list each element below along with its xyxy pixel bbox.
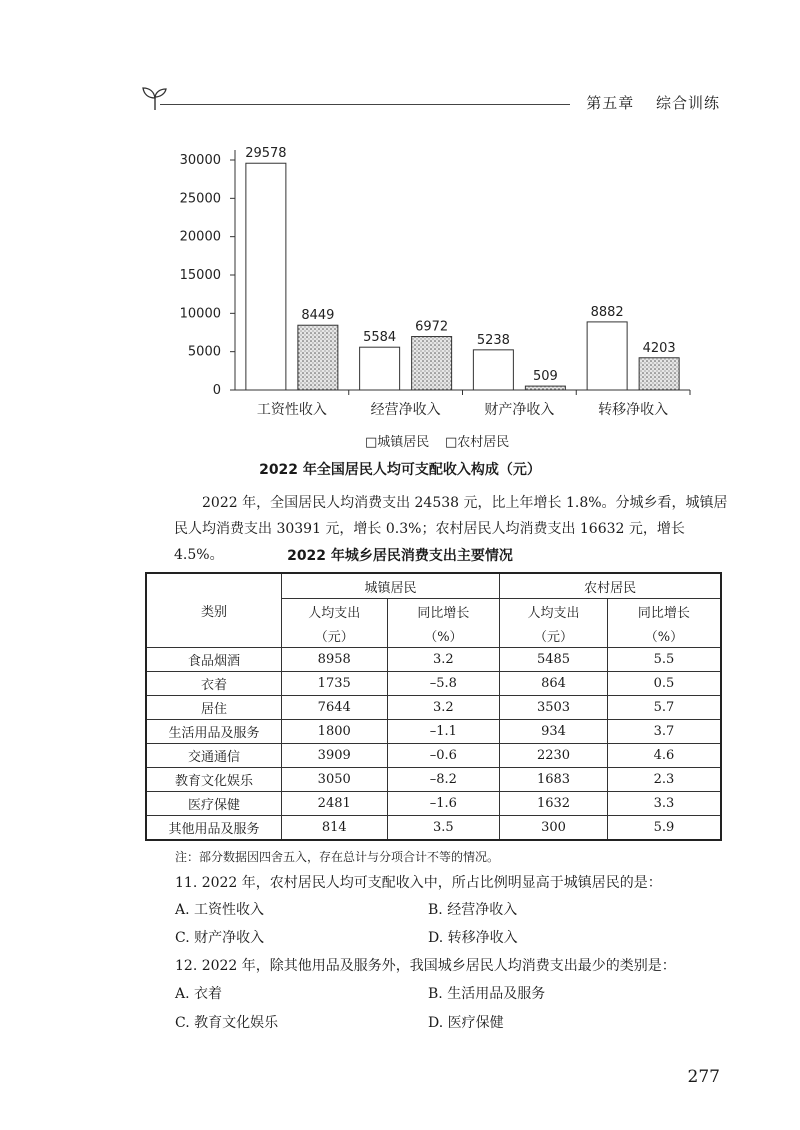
rural-header: 农村居民	[500, 573, 721, 599]
row-category: 其他用品及服务	[146, 816, 281, 841]
y-tick-label: 5000	[187, 344, 221, 360]
bar-urban	[360, 347, 400, 390]
row-urban-yoy: –0.6	[387, 744, 500, 768]
row-urban-yoy: 3.2	[387, 648, 500, 672]
bar-urban	[246, 163, 286, 390]
bar-value-label: 5238	[476, 332, 510, 348]
table-row	[146, 672, 721, 696]
row-urban: 1800	[281, 720, 387, 744]
question-11: 11. 2022 年，农村居民人均可支配收入中，所占比例明显高于城镇居民的是：	[175, 875, 662, 891]
urban-yoy-unit: （%）	[387, 623, 500, 648]
table-row	[146, 648, 721, 672]
q12-option-a: A. 衣着	[175, 986, 223, 1002]
row-rural: 2230	[500, 744, 608, 768]
row-rural-yoy: 5.5	[607, 648, 721, 672]
y-tick-label: 15000	[179, 268, 221, 283]
chart-title: 2022 年全国居民人均可支配收入构成（元）	[259, 462, 541, 478]
bar-value-label: 509	[532, 369, 558, 385]
row-category: 衣着	[146, 672, 281, 696]
row-rural-yoy: 2.3	[607, 768, 721, 792]
y-tick-label: 10000	[179, 306, 221, 322]
bar-rural	[298, 325, 338, 390]
consumption-paragraph: 2022 年，全国居民人均消费支出 24538 元，比上年增长 1.8%。分城乡看，城镇居民人均消费支出 30391 元，增长 0.3%；农村居民人均消费支出 16632 元，增长 4.5%。	[174, 495, 728, 563]
sprout-icon	[140, 82, 170, 112]
row-rural: 934	[500, 720, 608, 744]
legend-urban: □城镇居民	[365, 435, 430, 450]
chart-legend	[365, 434, 509, 450]
row-category: 生活用品及服务	[146, 720, 281, 744]
urban-yoy-header: 同比增长	[387, 599, 500, 624]
x-category-label: 财产净收入	[484, 402, 555, 418]
row-rural: 864	[500, 672, 608, 696]
row-rural: 3503	[500, 696, 608, 720]
row-rural: 5485	[500, 648, 608, 672]
q11-option-b: B. 经营净收入	[428, 902, 518, 918]
row-urban: 2481	[281, 792, 387, 816]
rural-per-capita-header: 人均支出	[500, 599, 608, 624]
row-urban-yoy: 3.5	[387, 816, 500, 841]
x-category-label: 经营净收入	[370, 402, 441, 418]
table-title: 2022 年城乡居民消费支出主要情况	[287, 548, 513, 564]
header-title	[570, 92, 720, 113]
header-rule	[160, 104, 570, 105]
row-urban: 3050	[281, 768, 387, 792]
row-urban-yoy: 3.2	[387, 696, 500, 720]
bar-value-label: 5584	[363, 330, 397, 346]
bar-urban	[473, 350, 513, 390]
expense-table	[145, 572, 722, 841]
x-category-label: 工资性收入	[256, 402, 327, 418]
rural-per-capita-unit: （元）	[500, 623, 608, 648]
row-urban: 814	[281, 816, 387, 841]
y-tick-label: 20000	[179, 229, 221, 245]
row-rural-yoy: 3.7	[607, 720, 721, 744]
table-row	[146, 792, 721, 816]
row-urban: 1735	[281, 672, 387, 696]
row-rural-yoy: 3.3	[607, 792, 721, 816]
q11-option-d: D. 转移净收入	[428, 930, 518, 946]
row-category: 居住	[146, 696, 281, 720]
chapter-label: 第五章	[586, 94, 635, 112]
page-number: 277	[687, 1067, 720, 1087]
y-tick-label: 0	[212, 383, 221, 398]
bar-value-label: 6972	[415, 319, 449, 335]
y-tick-label: 25000	[179, 191, 221, 207]
urban-per-capita-header: 人均支出	[281, 599, 387, 624]
rural-yoy-unit: （%）	[607, 623, 721, 648]
q12-option-d: D. 医疗保健	[428, 1015, 504, 1031]
q11-option-c: C. 财产净收入	[175, 930, 265, 946]
table-row	[146, 696, 721, 720]
row-urban-yoy: –1.1	[387, 720, 500, 744]
bar-value-label: 8449	[301, 308, 335, 324]
row-urban-yoy: –5.8	[387, 672, 500, 696]
income-bar-chart	[170, 140, 710, 460]
row-rural: 1632	[500, 792, 608, 816]
x-category-label: 转移净收入	[598, 402, 669, 418]
bar-group	[245, 146, 679, 390]
row-urban-yoy: –8.2	[387, 768, 500, 792]
bar-value-label: 4203	[642, 340, 676, 356]
row-category: 交通通信	[146, 744, 281, 768]
bar-rural	[412, 337, 452, 390]
bar-value-label: 29578	[245, 146, 287, 162]
question-12: 12. 2022 年，除其他用品及服务外，我国城乡居民人均消费支出最少的类别是：	[175, 958, 676, 974]
row-rural-yoy: 5.7	[607, 696, 721, 720]
bar-rural	[525, 386, 565, 390]
q11-option-a: A. 工资性收入	[175, 902, 265, 918]
urban-header: 城镇居民	[281, 573, 499, 599]
row-rural: 1683	[500, 768, 608, 792]
bar-rural	[639, 358, 679, 390]
table-row	[146, 816, 721, 841]
q12-option-b: B. 生活用品及服务	[428, 986, 546, 1002]
category-header: 类别	[146, 573, 281, 648]
x-axis-labels	[257, 390, 690, 418]
table-note: 注：部分数据因四舍五入，存在总计与分项合计不等的情况。	[175, 850, 500, 864]
y-tick-label: 30000	[179, 153, 221, 168]
legend-rural: □农村居民	[445, 435, 510, 450]
table-row	[146, 720, 721, 744]
page-header	[140, 82, 720, 122]
urban-per-capita-unit: （元）	[281, 623, 387, 648]
table-row	[146, 768, 721, 792]
row-rural-yoy: 0.5	[607, 672, 721, 696]
row-category: 食品烟酒	[146, 648, 281, 672]
row-category: 医疗保健	[146, 792, 281, 816]
row-rural-yoy: 4.6	[607, 744, 721, 768]
table-row	[146, 744, 721, 768]
row-urban: 3909	[281, 744, 387, 768]
q12-option-c: C. 教育文化娱乐	[175, 1015, 279, 1031]
row-urban-yoy: –1.6	[387, 792, 500, 816]
bar-urban	[587, 322, 627, 390]
row-category: 教育文化娱乐	[146, 768, 281, 792]
row-urban: 8958	[281, 648, 387, 672]
rural-yoy-header: 同比增长	[607, 599, 721, 624]
row-urban: 7644	[281, 696, 387, 720]
section-label: 综合训练	[655, 94, 720, 112]
row-rural-yoy: 5.9	[607, 816, 721, 841]
row-rural: 300	[500, 816, 608, 841]
bar-value-label: 8882	[590, 304, 624, 320]
